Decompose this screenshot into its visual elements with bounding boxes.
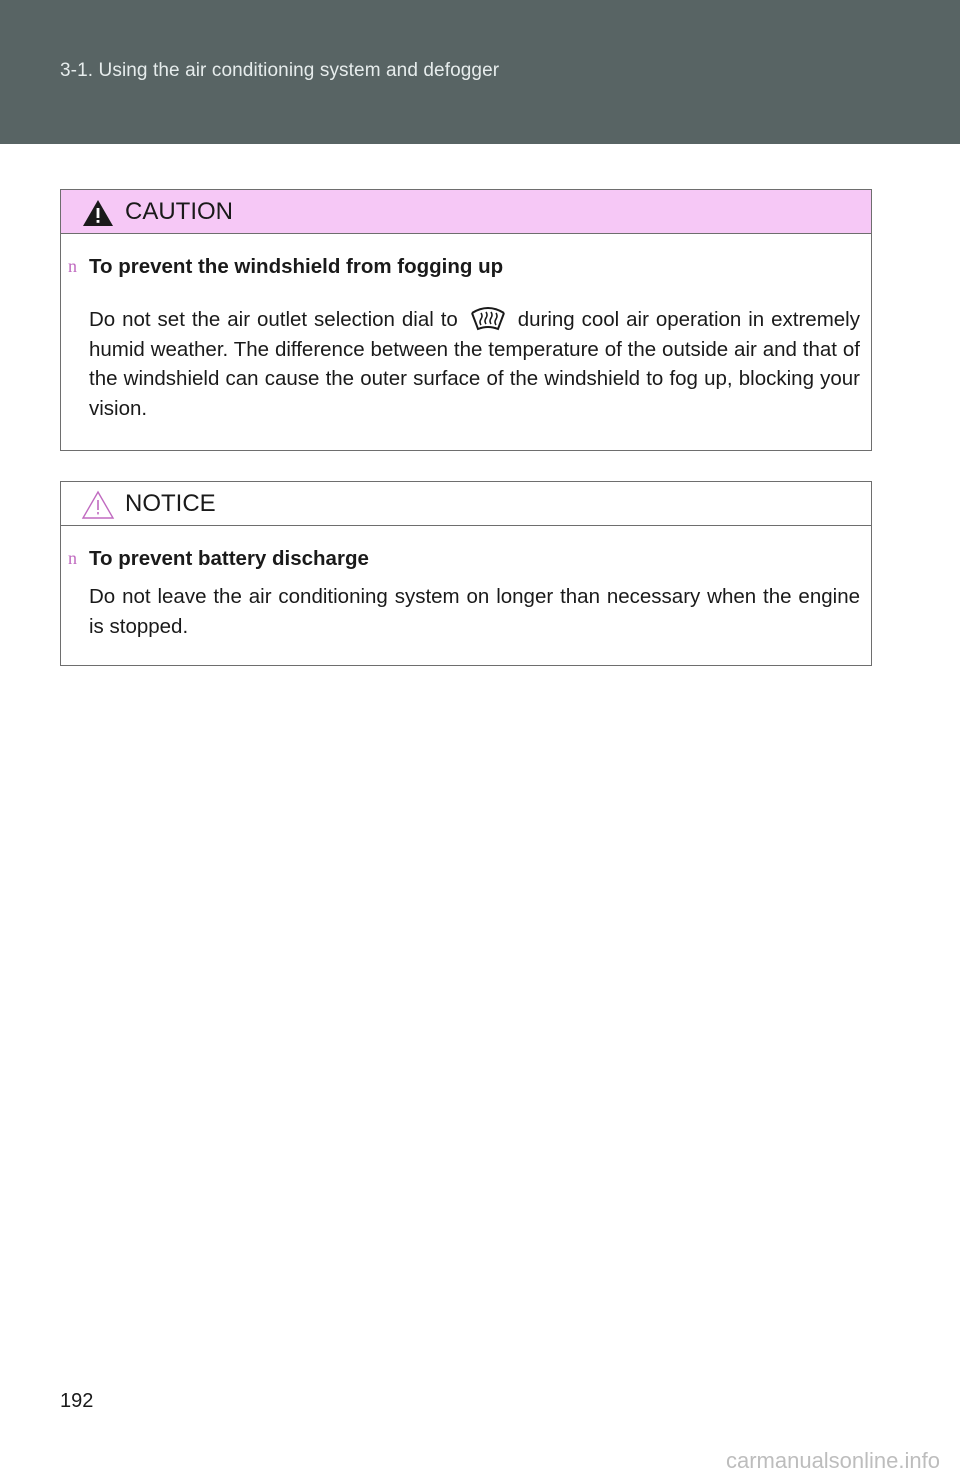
warning-triangle-icon (81, 198, 115, 228)
notice-heading: To prevent battery discharge (89, 547, 369, 570)
caution-text-after-icon: during cool air operation in extremely humid weather. The difference between the temperature of the outside air and that of the windshield can cause the outer surface of the windshield to fog up, blocking your vision. (89, 308, 860, 420)
notice-label: NOTICE (125, 490, 216, 517)
page-number: 192 (60, 1390, 94, 1412)
caution-bullet: n (68, 256, 77, 276)
header-band (0, 0, 960, 144)
watermark: carmanualsonline.info (725, 1448, 940, 1473)
caution-header (61, 190, 871, 234)
windshield-defogger-icon (469, 304, 507, 332)
section-title: 3-1. Using the air conditioning system and defogger (60, 60, 500, 81)
caution-box (60, 189, 872, 451)
caution-heading: To prevent the windshield from fogging up (89, 255, 504, 278)
notice-header (61, 482, 871, 526)
notice-triangle-icon (81, 490, 115, 520)
notice-box (60, 481, 872, 666)
notice-paragraph: Do not leave the air conditioning system on longer than necessary when the engine is stopped. (89, 585, 860, 638)
caution-text-before-icon: Do not set the air outlet selection dial to (89, 308, 458, 331)
caution-label: CAUTION (125, 198, 233, 225)
notice-bullet: n (68, 548, 77, 568)
caution-paragraph (89, 304, 860, 423)
